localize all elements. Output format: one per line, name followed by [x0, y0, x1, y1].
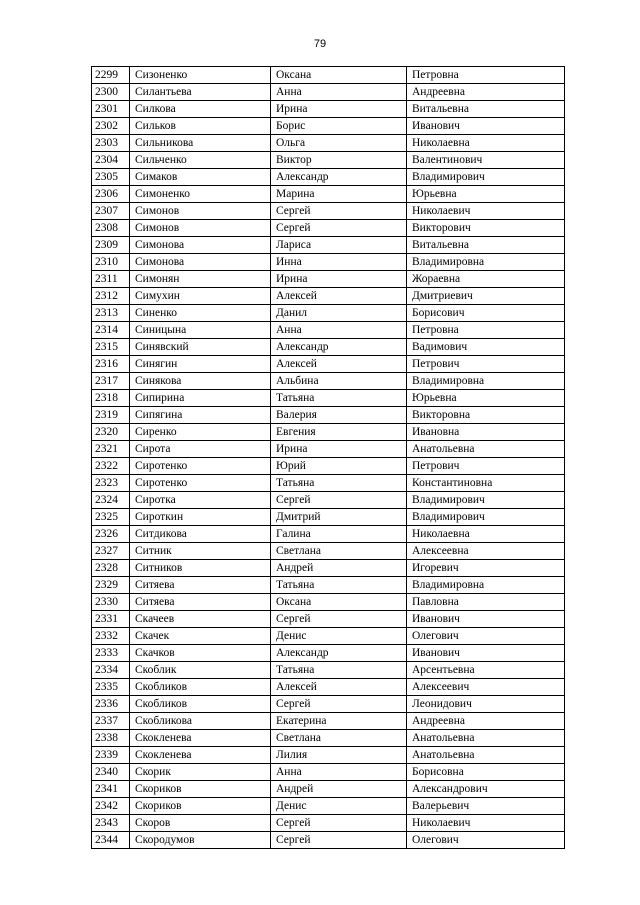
- row-number-cell: 2301: [92, 101, 130, 118]
- row-number-cell: 2322: [92, 458, 130, 475]
- row-number-cell: 2323: [92, 475, 130, 492]
- patronymic-cell: Игоревич: [407, 560, 565, 577]
- table-row: [92, 356, 565, 373]
- row-number-cell: 2324: [92, 492, 130, 509]
- first-name-cell: Ирина: [271, 101, 407, 118]
- table-row: [92, 730, 565, 747]
- row-number-cell: 2329: [92, 577, 130, 594]
- patronymic-cell: Николаевна: [407, 526, 565, 543]
- table-row: [92, 696, 565, 713]
- last-name-cell: Сипягина: [130, 407, 271, 424]
- table-row: [92, 441, 565, 458]
- table-row: [92, 169, 565, 186]
- last-name-cell: Скоров: [130, 815, 271, 832]
- row-number-cell: 2310: [92, 254, 130, 271]
- first-name-cell: Андрей: [271, 781, 407, 798]
- row-number-cell: 2311: [92, 271, 130, 288]
- table-row: [92, 203, 565, 220]
- table-row: [92, 662, 565, 679]
- row-number-cell: 2332: [92, 628, 130, 645]
- last-name-cell: Синякова: [130, 373, 271, 390]
- last-name-cell: Сипирина: [130, 390, 271, 407]
- first-name-cell: Сергей: [271, 815, 407, 832]
- table-row: [92, 815, 565, 832]
- first-name-cell: Борис: [271, 118, 407, 135]
- patronymic-cell: Анатольевна: [407, 441, 565, 458]
- patronymic-cell: Витальевна: [407, 237, 565, 254]
- last-name-cell: Скачек: [130, 628, 271, 645]
- last-name-cell: Сироткин: [130, 509, 271, 526]
- patronymic-cell: Юрьевна: [407, 390, 565, 407]
- patronymic-cell: Константиновна: [407, 475, 565, 492]
- first-name-cell: Ирина: [271, 271, 407, 288]
- row-number-cell: 2339: [92, 747, 130, 764]
- table-row: [92, 594, 565, 611]
- table-row: [92, 407, 565, 424]
- row-number-cell: 2320: [92, 424, 130, 441]
- last-name-cell: Ситник: [130, 543, 271, 560]
- last-name-cell: Синявский: [130, 339, 271, 356]
- table-row: [92, 781, 565, 798]
- row-number-cell: 2333: [92, 645, 130, 662]
- patronymic-cell: Валерьевич: [407, 798, 565, 815]
- row-number-cell: 2327: [92, 543, 130, 560]
- row-number-cell: 2313: [92, 305, 130, 322]
- table-row: [92, 322, 565, 339]
- table-row: [92, 543, 565, 560]
- first-name-cell: Юрий: [271, 458, 407, 475]
- first-name-cell: Татьяна: [271, 390, 407, 407]
- patronymic-cell: Юрьевна: [407, 186, 565, 203]
- first-name-cell: Инна: [271, 254, 407, 271]
- last-name-cell: Скорик: [130, 764, 271, 781]
- first-name-cell: Данил: [271, 305, 407, 322]
- row-number-cell: 2312: [92, 288, 130, 305]
- row-number-cell: 2305: [92, 169, 130, 186]
- first-name-cell: Светлана: [271, 730, 407, 747]
- patronymic-cell: Петрович: [407, 458, 565, 475]
- patronymic-cell: Жораевна: [407, 271, 565, 288]
- last-name-cell: Скородумов: [130, 832, 271, 849]
- patronymic-cell: Петровна: [407, 322, 565, 339]
- last-name-cell: Скобликов: [130, 679, 271, 696]
- first-name-cell: Татьяна: [271, 662, 407, 679]
- row-number-cell: 2299: [92, 67, 130, 84]
- last-name-cell: Скокленева: [130, 730, 271, 747]
- last-name-cell: Симонова: [130, 237, 271, 254]
- table-row: [92, 118, 565, 135]
- patronymic-cell: Владимировна: [407, 577, 565, 594]
- row-number-cell: 2342: [92, 798, 130, 815]
- last-name-cell: Скобликов: [130, 696, 271, 713]
- row-number-cell: 2318: [92, 390, 130, 407]
- patronymic-cell: Викторович: [407, 220, 565, 237]
- last-name-cell: Симонов: [130, 220, 271, 237]
- first-name-cell: Ольга: [271, 135, 407, 152]
- patronymic-cell: Иванович: [407, 645, 565, 662]
- row-number-cell: 2314: [92, 322, 130, 339]
- table-row: [92, 84, 565, 101]
- patronymic-cell: Дмитриевич: [407, 288, 565, 305]
- first-name-cell: Евгения: [271, 424, 407, 441]
- first-name-cell: Ирина: [271, 441, 407, 458]
- first-name-cell: Алексей: [271, 356, 407, 373]
- row-number-cell: 2304: [92, 152, 130, 169]
- patronymic-cell: Павловна: [407, 594, 565, 611]
- patronymic-cell: Иванович: [407, 611, 565, 628]
- patronymic-cell: Владимирович: [407, 509, 565, 526]
- row-number-cell: 2341: [92, 781, 130, 798]
- first-name-cell: Лариса: [271, 237, 407, 254]
- page-number: 79: [313, 38, 327, 50]
- first-name-cell: Сергей: [271, 220, 407, 237]
- patronymic-cell: Владимировна: [407, 254, 565, 271]
- patronymic-cell: Викторовна: [407, 407, 565, 424]
- table-row: [92, 611, 565, 628]
- last-name-cell: Силантьева: [130, 84, 271, 101]
- last-name-cell: Ситяева: [130, 577, 271, 594]
- first-name-cell: Альбина: [271, 373, 407, 390]
- patronymic-cell: Анатольевна: [407, 747, 565, 764]
- row-number-cell: 2328: [92, 560, 130, 577]
- patronymic-cell: Владимировна: [407, 373, 565, 390]
- row-number-cell: 2344: [92, 832, 130, 849]
- roster-table-body: [92, 67, 565, 849]
- row-number-cell: 2336: [92, 696, 130, 713]
- table-row: [92, 798, 565, 815]
- first-name-cell: Валерия: [271, 407, 407, 424]
- first-name-cell: Виктор: [271, 152, 407, 169]
- row-number-cell: 2337: [92, 713, 130, 730]
- row-number-cell: 2300: [92, 84, 130, 101]
- first-name-cell: Татьяна: [271, 475, 407, 492]
- table-row: [92, 152, 565, 169]
- row-number-cell: 2317: [92, 373, 130, 390]
- last-name-cell: Скобликова: [130, 713, 271, 730]
- last-name-cell: Скориков: [130, 781, 271, 798]
- row-number-cell: 2309: [92, 237, 130, 254]
- table-row: [92, 764, 565, 781]
- table-row: [92, 339, 565, 356]
- first-name-cell: Сергей: [271, 611, 407, 628]
- table-row: [92, 577, 565, 594]
- last-name-cell: Скачков: [130, 645, 271, 662]
- first-name-cell: Анна: [271, 84, 407, 101]
- first-name-cell: Оксана: [271, 67, 407, 84]
- first-name-cell: Александр: [271, 339, 407, 356]
- first-name-cell: Сергей: [271, 492, 407, 509]
- patronymic-cell: Витальевна: [407, 101, 565, 118]
- first-name-cell: Лилия: [271, 747, 407, 764]
- table-row: [92, 832, 565, 849]
- last-name-cell: Сиротка: [130, 492, 271, 509]
- patronymic-cell: Николаевич: [407, 815, 565, 832]
- last-name-cell: Симонов: [130, 203, 271, 220]
- table-row: [92, 458, 565, 475]
- first-name-cell: Андрей: [271, 560, 407, 577]
- last-name-cell: Симонова: [130, 254, 271, 271]
- first-name-cell: Анна: [271, 322, 407, 339]
- last-name-cell: Скачеев: [130, 611, 271, 628]
- table-row: [92, 101, 565, 118]
- table-row: [92, 509, 565, 526]
- row-number-cell: 2331: [92, 611, 130, 628]
- last-name-cell: Сиротенко: [130, 475, 271, 492]
- table-row: [92, 373, 565, 390]
- patronymic-cell: Ивановна: [407, 424, 565, 441]
- table-row: [92, 390, 565, 407]
- patronymic-cell: Алексеевна: [407, 543, 565, 560]
- patronymic-cell: Николаевна: [407, 135, 565, 152]
- row-number-cell: 2335: [92, 679, 130, 696]
- table-row: [92, 679, 565, 696]
- last-name-cell: Сирота: [130, 441, 271, 458]
- last-name-cell: Сильченко: [130, 152, 271, 169]
- row-number-cell: 2315: [92, 339, 130, 356]
- last-name-cell: Сильникова: [130, 135, 271, 152]
- patronymic-cell: Андреевна: [407, 713, 565, 730]
- patronymic-cell: Владимирович: [407, 169, 565, 186]
- patronymic-cell: Александрович: [407, 781, 565, 798]
- first-name-cell: Галина: [271, 526, 407, 543]
- row-number-cell: 2338: [92, 730, 130, 747]
- first-name-cell: Александр: [271, 169, 407, 186]
- last-name-cell: Сиротенко: [130, 458, 271, 475]
- last-name-cell: Скокленева: [130, 747, 271, 764]
- patronymic-cell: Алексеевич: [407, 679, 565, 696]
- first-name-cell: Сергей: [271, 832, 407, 849]
- patronymic-cell: Вадимович: [407, 339, 565, 356]
- table-row: [92, 713, 565, 730]
- table-row: [92, 492, 565, 509]
- table-row: [92, 67, 565, 84]
- table-row: [92, 135, 565, 152]
- last-name-cell: Сильков: [130, 118, 271, 135]
- roster-table: [91, 66, 565, 849]
- row-number-cell: 2321: [92, 441, 130, 458]
- first-name-cell: Екатерина: [271, 713, 407, 730]
- last-name-cell: Ситдикова: [130, 526, 271, 543]
- row-number-cell: 2306: [92, 186, 130, 203]
- row-number-cell: 2340: [92, 764, 130, 781]
- table-row: [92, 220, 565, 237]
- row-number-cell: 2303: [92, 135, 130, 152]
- row-number-cell: 2330: [92, 594, 130, 611]
- row-number-cell: 2302: [92, 118, 130, 135]
- first-name-cell: Алексей: [271, 679, 407, 696]
- patronymic-cell: Владимирович: [407, 492, 565, 509]
- row-number-cell: 2308: [92, 220, 130, 237]
- last-name-cell: Синягин: [130, 356, 271, 373]
- row-number-cell: 2319: [92, 407, 130, 424]
- patronymic-cell: Николаевич: [407, 203, 565, 220]
- table-row: [92, 645, 565, 662]
- table-row: [92, 424, 565, 441]
- first-name-cell: Сергей: [271, 696, 407, 713]
- first-name-cell: Денис: [271, 798, 407, 815]
- row-number-cell: 2334: [92, 662, 130, 679]
- first-name-cell: Сергей: [271, 203, 407, 220]
- table-row: [92, 271, 565, 288]
- patronymic-cell: Борисовна: [407, 764, 565, 781]
- patronymic-cell: Андреевна: [407, 84, 565, 101]
- last-name-cell: Синицына: [130, 322, 271, 339]
- patronymic-cell: Олегович: [407, 832, 565, 849]
- first-name-cell: Дмитрий: [271, 509, 407, 526]
- last-name-cell: Симонян: [130, 271, 271, 288]
- last-name-cell: Сизоненко: [130, 67, 271, 84]
- first-name-cell: Алексей: [271, 288, 407, 305]
- table-row: [92, 237, 565, 254]
- patronymic-cell: Арсентьевна: [407, 662, 565, 679]
- patronymic-cell: Анатольевна: [407, 730, 565, 747]
- last-name-cell: Синенко: [130, 305, 271, 322]
- last-name-cell: Силкова: [130, 101, 271, 118]
- row-number-cell: 2343: [92, 815, 130, 832]
- table-row: [92, 628, 565, 645]
- table-row: [92, 254, 565, 271]
- first-name-cell: Светлана: [271, 543, 407, 560]
- last-name-cell: Симаков: [130, 169, 271, 186]
- last-name-cell: Симухин: [130, 288, 271, 305]
- row-number-cell: 2316: [92, 356, 130, 373]
- last-name-cell: Скориков: [130, 798, 271, 815]
- patronymic-cell: Петрович: [407, 356, 565, 373]
- row-number-cell: 2325: [92, 509, 130, 526]
- first-name-cell: Оксана: [271, 594, 407, 611]
- table-row: [92, 560, 565, 577]
- patronymic-cell: Леонидович: [407, 696, 565, 713]
- row-number-cell: 2326: [92, 526, 130, 543]
- first-name-cell: Марина: [271, 186, 407, 203]
- patronymic-cell: Иванович: [407, 118, 565, 135]
- row-number-cell: 2307: [92, 203, 130, 220]
- patronymic-cell: Борисович: [407, 305, 565, 322]
- last-name-cell: Ситников: [130, 560, 271, 577]
- first-name-cell: Денис: [271, 628, 407, 645]
- first-name-cell: Татьяна: [271, 577, 407, 594]
- patronymic-cell: Валентинович: [407, 152, 565, 169]
- patronymic-cell: Петровна: [407, 67, 565, 84]
- table-row: [92, 747, 565, 764]
- first-name-cell: Александр: [271, 645, 407, 662]
- last-name-cell: Ситяева: [130, 594, 271, 611]
- table-row: [92, 305, 565, 322]
- last-name-cell: Сиренко: [130, 424, 271, 441]
- table-row: [92, 526, 565, 543]
- patronymic-cell: Олегович: [407, 628, 565, 645]
- last-name-cell: Симоненко: [130, 186, 271, 203]
- first-name-cell: Анна: [271, 764, 407, 781]
- last-name-cell: Скоблик: [130, 662, 271, 679]
- table-row: [92, 288, 565, 305]
- table-row: [92, 186, 565, 203]
- table-row: [92, 475, 565, 492]
